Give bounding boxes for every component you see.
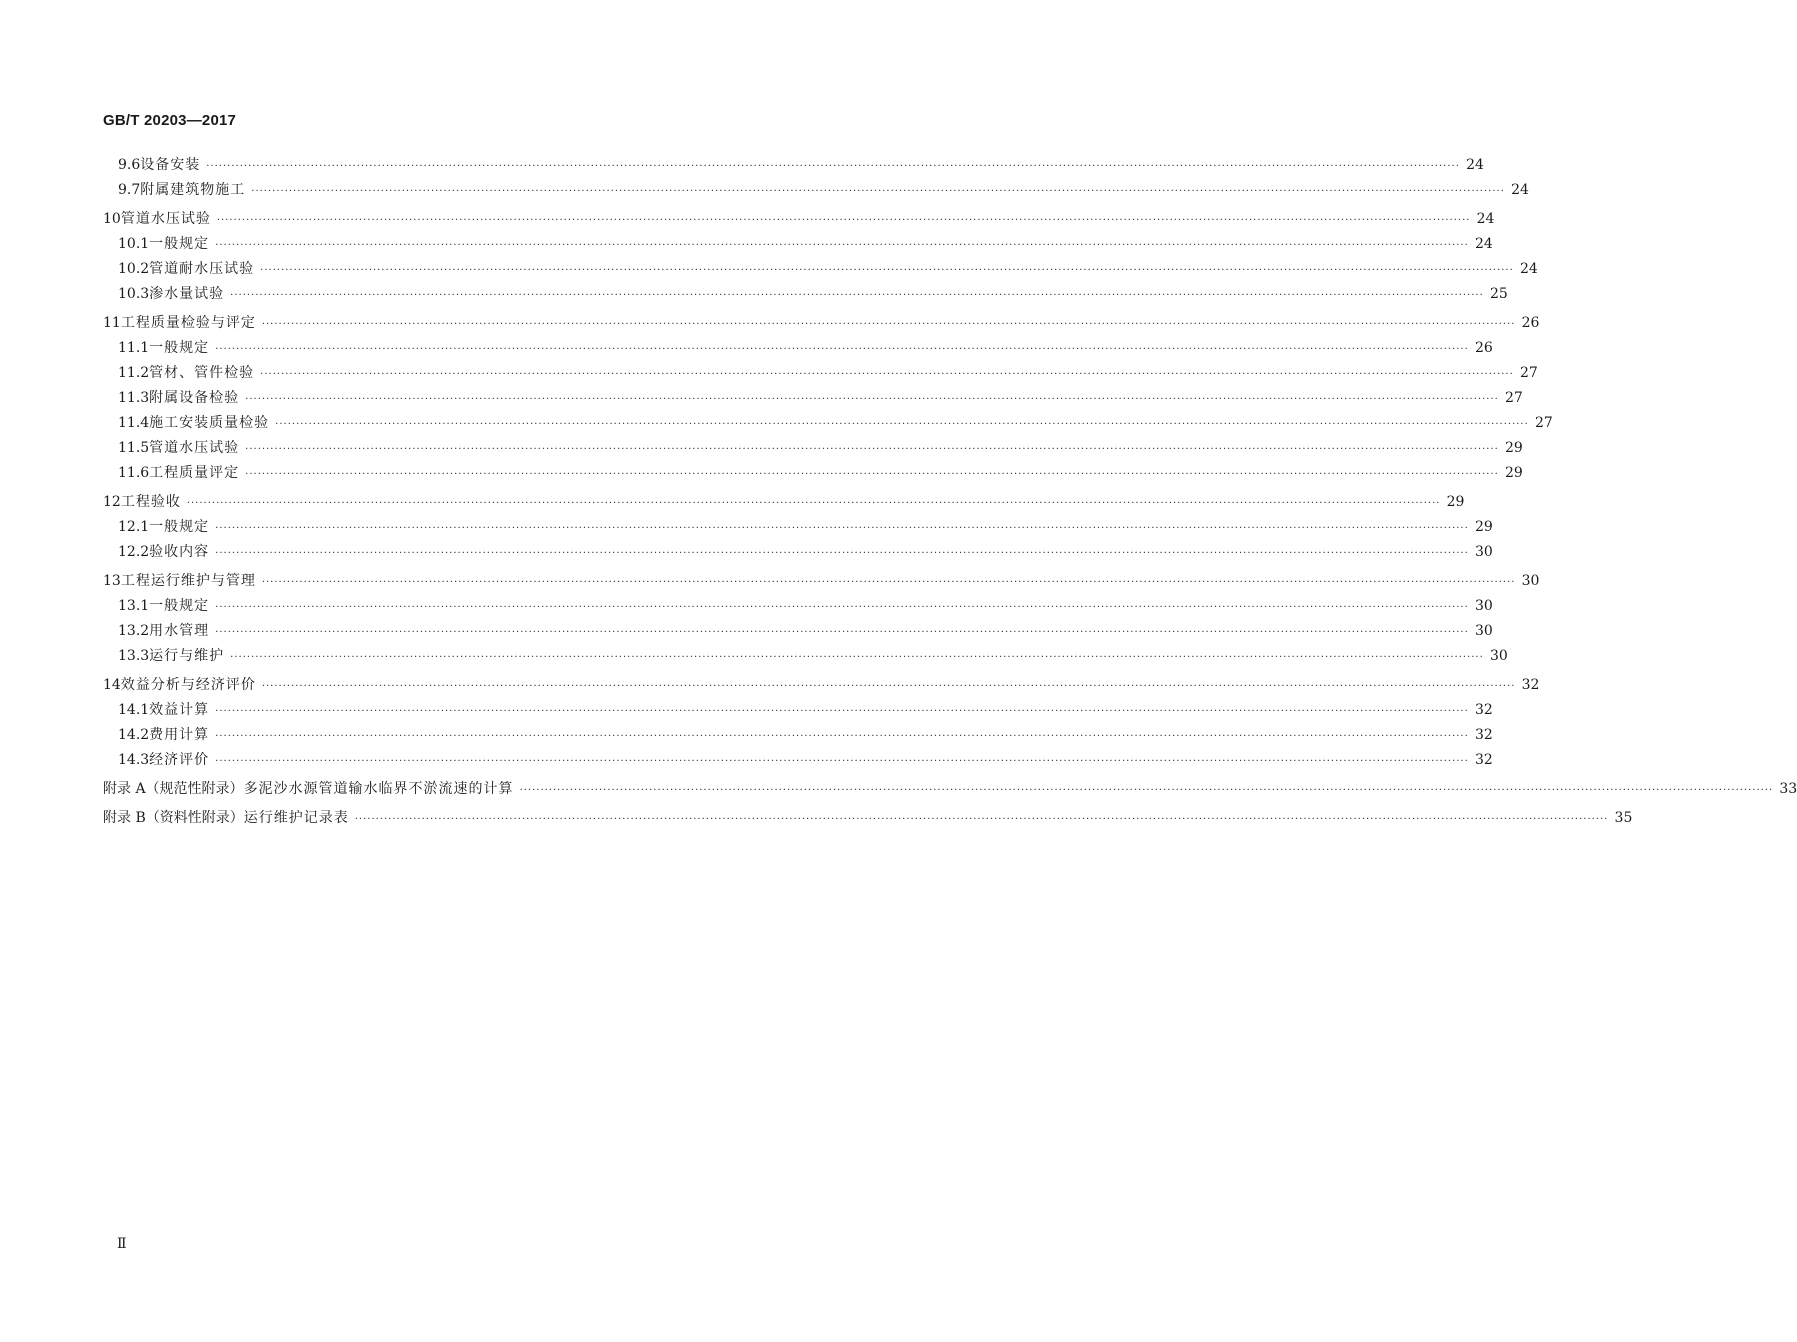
toc-entry-title: 一般规定 — [149, 598, 210, 614]
toc-entry-page: 35 — [1614, 810, 1633, 826]
toc-entry-title: 效益分析与经济评价 — [120, 677, 256, 693]
dot-leader: ············································································································································································································································································································ — [245, 469, 1499, 480]
toc-entry[interactable] — [103, 361, 1538, 386]
dot-leader: ············································································································································································································································································································ — [215, 602, 1469, 613]
dot-leader: ············································································································································································································································································································ — [261, 319, 1516, 330]
toc-entry[interactable] — [103, 257, 1538, 282]
toc-entry-number: 10.1 — [118, 236, 150, 252]
toc-entry-title: 费用计算 — [149, 727, 210, 743]
dot-leader: ············································································································································································································································································································ — [260, 265, 1514, 276]
toc-entry-number: 11.1 — [118, 340, 150, 356]
dot-leader: ············································································································································································································································································································ — [216, 215, 1471, 226]
toc-entry-title: 渗水量试验 — [149, 286, 225, 302]
toc-entry-number: 14.2 — [118, 727, 150, 743]
toc-entry-page: 24 — [1519, 261, 1538, 277]
toc-entry-title: 管道水压试验 — [149, 440, 240, 456]
toc-entry-page: 27 — [1534, 415, 1553, 431]
dot-leader: ············································································································································································································································································································ — [215, 706, 1469, 717]
toc-entry-title: 管材、管件检验 — [149, 365, 255, 381]
toc-entry-page: 32 — [1474, 727, 1493, 743]
toc-entry-title: 管道耐水压试验 — [149, 261, 255, 277]
toc-entry-number: 附录 A（规范性附录） — [103, 781, 244, 797]
toc-entry-page: 30 — [1474, 598, 1493, 614]
toc-entry[interactable] — [103, 723, 1493, 748]
toc-entry[interactable] — [103, 411, 1553, 436]
toc-entry-title: 附属建筑物施工 — [140, 182, 246, 198]
toc-entry-number: 13.3 — [118, 648, 150, 664]
dot-leader: ············································································································································································································································································································ — [251, 186, 1505, 197]
toc-entry-title: 一般规定 — [149, 236, 210, 252]
toc-entry-page: 27 — [1519, 365, 1538, 381]
toc-entry-title: 管道水压试验 — [120, 211, 211, 227]
toc-entry[interactable] — [103, 777, 1797, 802]
toc-entry-number: 12.1 — [118, 519, 150, 535]
table-of-contents — [103, 153, 1797, 831]
toc-entry-number: 14 — [103, 677, 121, 693]
dot-leader: ············································································································································································································································································································ — [215, 523, 1469, 534]
toc-entry-number: 11.4 — [118, 415, 150, 431]
toc-entry-page: 26 — [1474, 340, 1493, 356]
dot-leader: ············································································································································································································································································································ — [245, 394, 1499, 405]
dot-leader: ············································································································································································································································································································ — [215, 627, 1469, 638]
toc-entry-title: 运行与维护 — [149, 648, 225, 664]
toc-entry[interactable] — [103, 673, 1540, 698]
toc-entry-number: 9.7 — [118, 182, 141, 198]
toc-entry[interactable] — [103, 461, 1523, 486]
dot-leader: ············································································································································································································································································································ — [215, 756, 1469, 767]
toc-entry-title: 运行维护记录表 — [243, 810, 349, 826]
toc-entry-title: 一般规定 — [149, 340, 210, 356]
toc-entry-number: 10.3 — [118, 286, 150, 302]
toc-entry-page: 32 — [1474, 702, 1493, 718]
toc-entry-number: 12.2 — [118, 544, 150, 560]
toc-entry-page: 32 — [1521, 677, 1540, 693]
toc-entry-page: 24 — [1476, 211, 1495, 227]
toc-entry-title: 验收内容 — [149, 544, 210, 560]
toc-entry[interactable] — [103, 386, 1523, 411]
toc-entry[interactable] — [103, 282, 1508, 307]
toc-entry[interactable] — [103, 806, 1633, 831]
toc-entry-page: 25 — [1489, 286, 1508, 302]
toc-entry[interactable] — [103, 207, 1495, 232]
toc-entry-number: 11 — [103, 315, 121, 331]
toc-entry-page: 29 — [1474, 519, 1493, 535]
dot-leader: ············································································································································································································································································································ — [215, 240, 1469, 251]
toc-entry-title: 工程运行维护与管理 — [120, 573, 256, 589]
toc-entry-number: 13.1 — [118, 598, 150, 614]
toc-entry[interactable] — [103, 540, 1493, 565]
toc-entry-title: 多泥沙水源管道输水临界不淤流速的计算 — [243, 781, 514, 797]
toc-entry-number: 11.3 — [118, 390, 150, 406]
toc-entry-number: 12 — [103, 494, 121, 510]
toc-entry[interactable] — [103, 644, 1508, 669]
toc-entry-title: 附属设备检验 — [149, 390, 240, 406]
toc-entry-page: 30 — [1474, 623, 1493, 639]
toc-entry-page: 30 — [1474, 544, 1493, 560]
toc-entry-number: 9.6 — [118, 157, 141, 173]
toc-entry[interactable] — [103, 515, 1493, 540]
toc-entry-page: 33 — [1779, 781, 1797, 797]
toc-entry[interactable] — [103, 569, 1540, 594]
toc-entry-title: 施工安装质量检验 — [149, 415, 270, 431]
toc-entry-page: 30 — [1521, 573, 1540, 589]
toc-entry-number: 10.2 — [118, 261, 150, 277]
toc-entry[interactable] — [103, 436, 1523, 461]
toc-entry[interactable] — [103, 490, 1465, 515]
toc-entry[interactable] — [103, 698, 1493, 723]
toc-entry-page: 27 — [1504, 390, 1523, 406]
toc-entry-title: 工程质量检验与评定 — [120, 315, 256, 331]
toc-entry-page: 29 — [1504, 465, 1523, 481]
toc-entry-number: 13 — [103, 573, 121, 589]
toc-entry-title: 一般规定 — [149, 519, 210, 535]
toc-entry[interactable] — [103, 178, 1529, 203]
dot-leader: ············································································································································································································································································································ — [260, 369, 1514, 380]
toc-entry-title: 工程质量评定 — [149, 465, 240, 481]
toc-entry-page: 26 — [1521, 315, 1540, 331]
toc-entry-number: 11.6 — [118, 465, 150, 481]
toc-entry-number: 附录 B（资料性附录） — [103, 810, 244, 826]
dot-leader: ············································································································································································································································································································ — [245, 444, 1499, 455]
dot-leader: ············································································································································································································································································································ — [354, 814, 1609, 825]
dot-leader: ············································································································································································································································································································ — [215, 344, 1469, 355]
toc-entry[interactable] — [103, 311, 1540, 336]
toc-entry[interactable] — [103, 232, 1493, 257]
toc-entry-title: 用水管理 — [149, 623, 210, 639]
toc-entry-number: 11.2 — [118, 365, 150, 381]
standard-code-header: GB/T 20203—2017 — [103, 112, 237, 129]
toc-entry[interactable] — [103, 619, 1493, 644]
toc-entry-title: 工程验收 — [120, 494, 181, 510]
toc-entry-page: 24 — [1474, 236, 1493, 252]
toc-entry-number: 14.3 — [118, 752, 150, 768]
toc-entry[interactable] — [103, 594, 1493, 619]
dot-leader: ············································································································································································································································································································ — [275, 419, 1529, 430]
toc-entry-page: 32 — [1474, 752, 1493, 768]
toc-entry-page: 24 — [1466, 157, 1484, 173]
toc-entry-number: 13.2 — [118, 623, 150, 639]
dot-leader: ············································································································································································································································································································ — [261, 577, 1516, 588]
toc-entry[interactable] — [103, 153, 1484, 178]
toc-entry-page: 24 — [1511, 182, 1529, 198]
dot-leader: ············································································································································································································································································································ — [206, 161, 1460, 172]
toc-entry-title: 设备安装 — [140, 157, 201, 173]
toc-entry-number: 10 — [103, 211, 121, 227]
dot-leader: ············································································································································································································································································································ — [186, 498, 1441, 509]
toc-entry-title: 经济评价 — [149, 752, 210, 768]
dot-leader: ············································································································································································································································································································ — [215, 548, 1469, 559]
toc-entry-page: 29 — [1446, 494, 1465, 510]
dot-leader: ············································································································································································································································································································ — [519, 785, 1774, 796]
toc-entry-page: 29 — [1504, 440, 1523, 456]
page-number: Ⅱ — [117, 1236, 127, 1252]
dot-leader: ············································································································································································································································································································ — [261, 681, 1516, 692]
dot-leader: ············································································································································································································································································································ — [230, 290, 1484, 301]
toc-entry[interactable] — [103, 336, 1493, 361]
toc-entry-title: 效益计算 — [149, 702, 210, 718]
toc-entry-number: 11.5 — [118, 440, 150, 456]
dot-leader: ············································································································································································································································································································ — [230, 652, 1484, 663]
toc-entry-page: 30 — [1489, 648, 1508, 664]
toc-entry-number: 14.1 — [118, 702, 150, 718]
toc-entry[interactable] — [103, 748, 1493, 773]
dot-leader: ············································································································································································································································································································ — [215, 731, 1469, 742]
